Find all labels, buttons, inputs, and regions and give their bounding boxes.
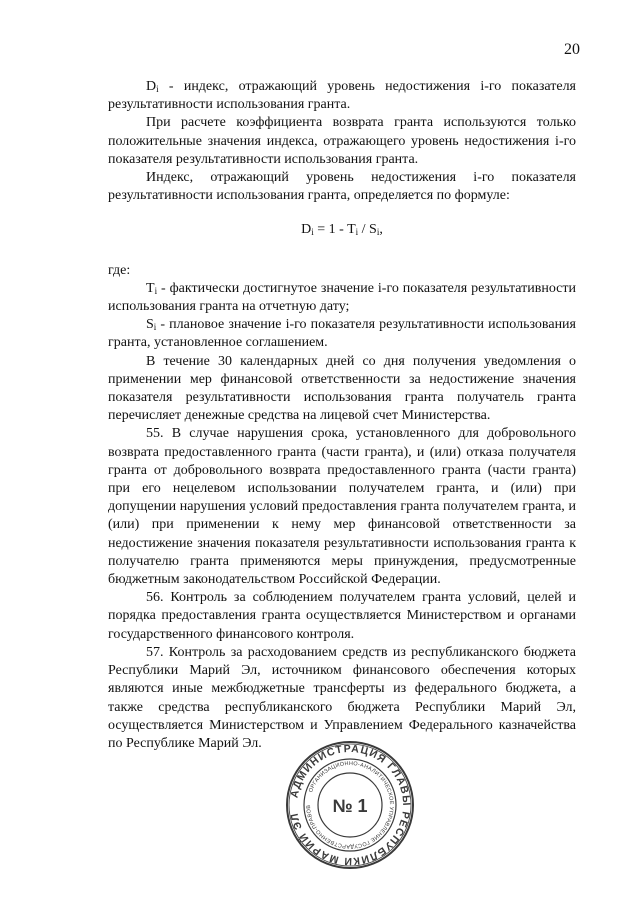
formula <box>108 221 576 239</box>
subscript-i: i <box>154 285 158 296</box>
seal-outer-text: АДМИНИСТРАЦИЯ ГЛАВЫ РЕСПУБЛИКИ МАРИЙ ЭЛ <box>288 742 413 868</box>
document-body <box>108 78 576 753</box>
paragraph-positive-values: При расчете коэффициента возврата гранта используются только положительные значения индекса, отражающего уровень недостижения i-го показателя результативности использования гранта. <box>108 115 576 167</box>
symbol-d: D <box>146 79 157 94</box>
paragraph-55: 55. В случае нарушения срока, установленного для добровольного возврата предоставленного гранта (части гранта), и (или) отказа получателя гранта от добровольного возврата предоставленного гранта (части гранта) при его нецелевом использовании получателем гранта, и (или) при допущении нарушения условий предоставления гранта получателем гранта, и (или) при применении к нему мер финансовой ответственности за недостижение значения показателя результативности использования гранта к получателю гранта применяются меры принуждения, предусмотренные бюджетным законодательством Российской Федерации. <box>108 426 576 588</box>
page-number: 20 <box>564 41 580 58</box>
paragraph-30-days: В течение 30 календарных дней со дня получения уведомления о применении мер финансовой ответственности за недостижение значения показателя результативности использования гранта получатель гранта перечисляет денежные средства на лицевой счет Министерства. <box>108 353 576 424</box>
paragraph-index-formula-intro: Индекс, отражающий уровень недостижения i-го показателя результативности использования гранта, определяется по формуле: <box>108 170 576 204</box>
formula-mid2-sub: i <box>376 227 380 238</box>
formula-mid2: / S <box>358 222 377 238</box>
seal-icon <box>285 740 415 870</box>
formula-lhs: D <box>301 222 312 238</box>
formula-mid1-sub: i <box>355 227 359 238</box>
di-definition-text: - индекс, отражающий уровень недостижения i-го показателя результативности использования гранта. <box>108 79 576 113</box>
formula-tail: , <box>379 222 383 238</box>
paragraph-si-definition <box>108 316 576 352</box>
seal-inner-text: ОРГАНИЗАЦИОННО-АНАЛИТИЧЕСКОЕ УПРАВЛЕНИЕ ГОСУДАРСТВЕННО-ПРАВОВ <box>305 760 395 850</box>
paragraph-56: 56. Контроль за соблюдением получателем гранта условий, целей и порядка предоставления гранта осуществляется Министерством и органами государственного финансового контроля. <box>108 590 576 642</box>
where-label: где: <box>108 262 131 278</box>
ti-definition-text: - фактически достигнутое значение i-го показателя результативности использования гранта на отчетную дату; <box>108 280 576 315</box>
subscript-i: i <box>153 322 157 333</box>
paragraph-57: 57. Контроль за расходованием средств из республиканского бюджета Республики Марий Эл, источником финансового обеспечения которых являются иные межбюджетные трансферты из федерального бюджета, а также средства республиканского бюджета Республики Марий Эл, осуществляется Министерством и Управлением Федерального казначейства по Республике Марий Эл. <box>108 644 576 751</box>
seal-number: № 1 <box>332 796 368 816</box>
subscript-i: i <box>156 84 159 94</box>
formula-lhs-sub: i <box>311 227 314 238</box>
si-definition-text: - плановое значение i-го показателя результативности использования гранта, установленное соглашением. <box>108 317 576 351</box>
formula-mid1: = 1 - T <box>313 222 356 238</box>
official-seal <box>285 740 415 870</box>
symbol-t: T <box>146 280 155 296</box>
paragraph-di-definition <box>108 78 576 114</box>
symbol-s: S <box>146 317 154 333</box>
paragraph-ti-definition <box>108 280 576 316</box>
